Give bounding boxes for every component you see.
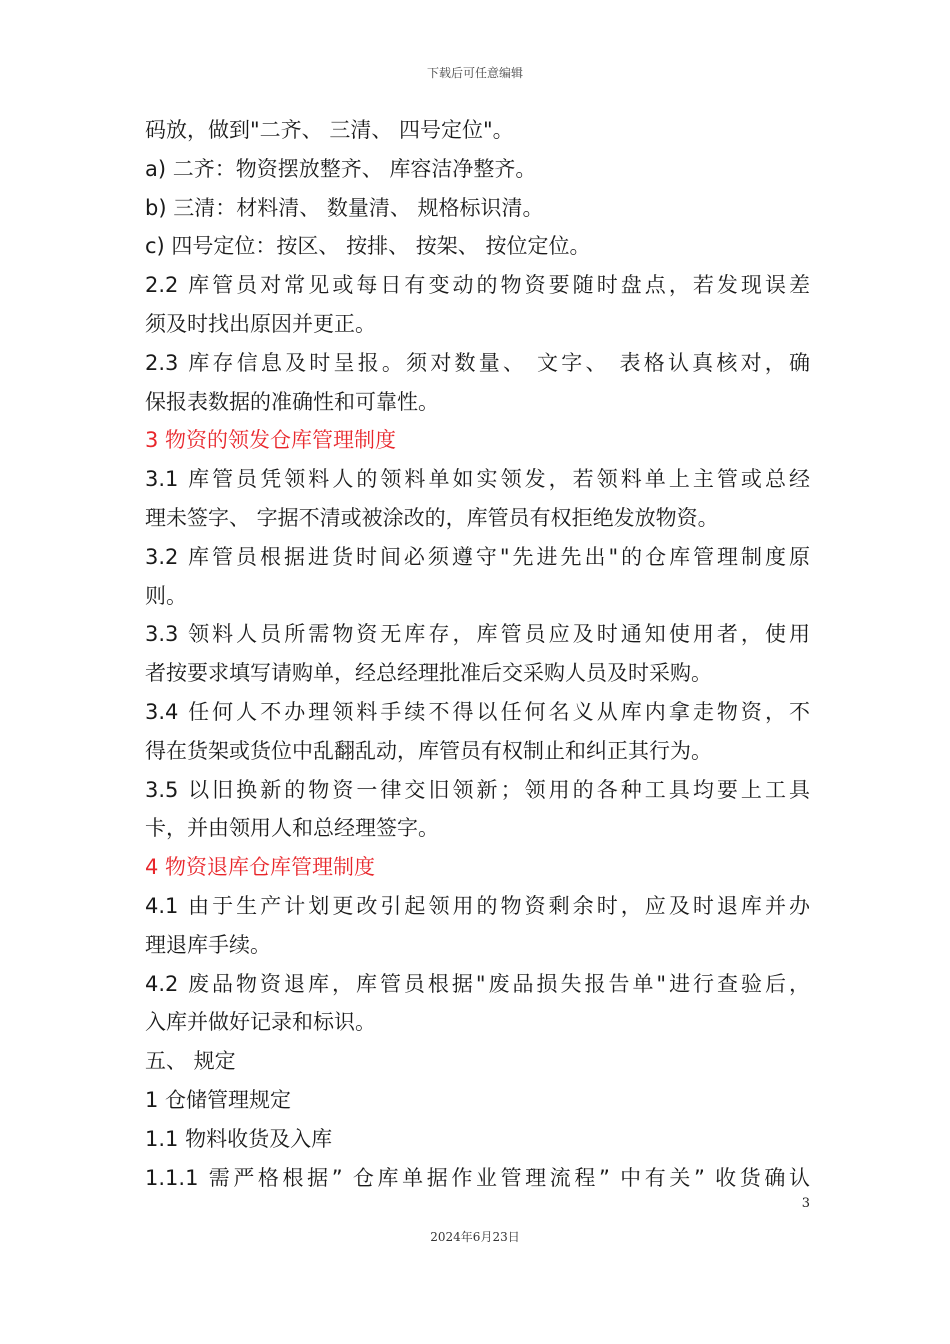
text-line: 理未签字、 字据不清或被涂改的，库管员有权拒绝发放物资。 <box>145 505 719 530</box>
page-number: 3 <box>801 1196 810 1211</box>
text-line: 五、 规定 <box>145 1049 236 1074</box>
text-line: 4.1 由于生产计划更改引起领用的物资剩余时，应及时退库并办 <box>145 893 810 918</box>
text-line: 得在货架或货位中乱翻乱动，库管员有权制止和纠正其行为。 <box>145 738 712 763</box>
page-header: 下载后可任意编辑 <box>426 66 523 80</box>
text-line: 4.2 废品物资退库，库管员根据"废品损失报告单"进行查验后， <box>145 971 810 996</box>
text-line: 1.1.1 需严格根据” 仓库单据作业管理流程” 中有关” 收货确认 <box>145 1165 810 1190</box>
text-line: c) 四号定位：按区、 按排、 按架、 按位定位。 <box>145 234 591 259</box>
text-line: 须及时找出原因并更正。 <box>145 311 376 336</box>
text-line: 卡，并由领用人和总经理签字。 <box>145 816 439 841</box>
text-line: 3.1 库管员凭领料人的领料单如实领发，若领料单上主管或总经 <box>145 467 810 492</box>
text-line: 者按要求填写请购单，经总经理批准后交采购人员及时采购。 <box>145 661 712 686</box>
text-line: 3.3 领料人员所需物资无库存，库管员应及时通知使用者，使用 <box>145 622 810 647</box>
text-line: 2.3 库存信息及时呈报。须对数量、 文字、 表格认真核对，确 <box>145 350 810 375</box>
text-line: 3.4 任何人不办理领料手续不得以任何名义从库内拿走物资，不 <box>145 699 810 724</box>
text-line: b) 三清：材料清、 数量清、 规格标识清。 <box>145 195 544 220</box>
text-line: a) 二齐：物资摆放整齐、 库容洁净整齐。 <box>145 156 537 181</box>
document-body <box>145 111 810 1197</box>
text-line: 3.2 库管员根据进货时间必须遵守"先进先出"的仓库管理制度原 <box>145 544 810 569</box>
text-line: 理退库手续。 <box>145 932 271 957</box>
page-footer-date: 2024年6月23日 <box>430 1230 520 1244</box>
text-line: 3.5 以旧换新的物资一律交旧领新；领用的各种工具均要上工具 <box>145 777 810 802</box>
text-line: 1.1 物料收货及入库 <box>145 1126 333 1151</box>
text-line: 则。 <box>145 583 187 608</box>
text-line: 码放，做到"二齐、 三清、 四号定位"。 <box>145 118 514 142</box>
text-line: 1 仓储管理规定 <box>145 1087 292 1112</box>
text-line: 保报表数据的准确性和可靠性。 <box>145 389 439 414</box>
section-heading: 3 物资的领发仓库管理制度 <box>145 428 397 453</box>
text-line: 2.2 库管员对常见或每日有变动的物资要随时盘点，若发现误差 <box>145 273 810 298</box>
text-line: 入库并做好记录和标识。 <box>145 1010 376 1035</box>
section-heading: 4 物资退库仓库管理制度 <box>145 855 376 880</box>
